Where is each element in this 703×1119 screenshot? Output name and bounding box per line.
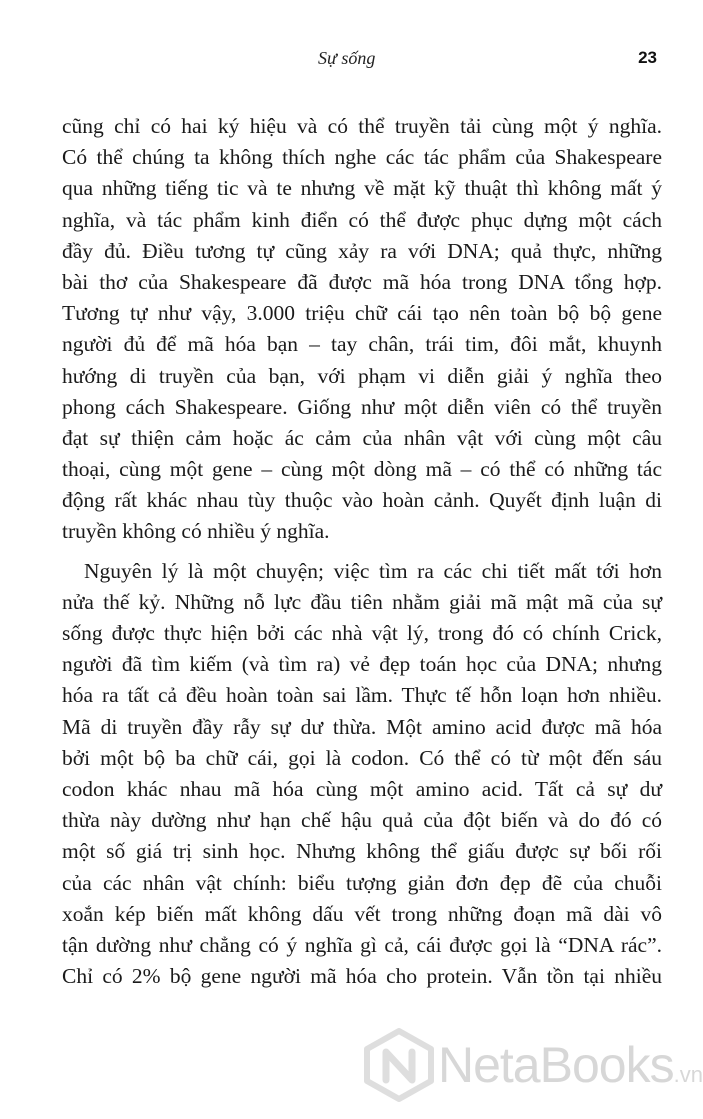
netabooks-logo-icon bbox=[362, 1028, 436, 1102]
text-line: cũng chỉ có hai ký hiệu và có thể truyền tải cùng một ý nghĩa. bbox=[62, 114, 662, 138]
watermark-brand-text: NetaBooks.vn bbox=[438, 1037, 703, 1093]
text-line: phong cách Shakespeare. Giống như một diễn viên có thể truyền bbox=[62, 394, 662, 419]
text-line: đầy đủ. Điều tương tự cũng xảy ra với DNA; quả thực, những bbox=[62, 238, 662, 263]
text-line: thoại, cùng một gene – cùng một dòng mã – có thể có những tác bbox=[62, 457, 662, 482]
body-text bbox=[62, 111, 662, 992]
running-title: Sự sống bbox=[318, 48, 376, 68]
text-line: bởi một bộ ba chữ cái, gọi là codon. Có thể có từ một đến sáu bbox=[62, 745, 662, 770]
watermark bbox=[362, 1022, 703, 1112]
text-line: truyền không có nhiều ý nghĩa. bbox=[62, 519, 330, 544]
paragraph-2 bbox=[62, 556, 662, 993]
text-line: người đủ để mã hóa bạn – tay chân, trái tim, đôi mắt, khuynh bbox=[62, 332, 662, 357]
page-number: 23 bbox=[638, 48, 657, 67]
text-line: một số giá trị sinh học. Nhưng không thể giấu được sự bối rối bbox=[62, 839, 662, 864]
text-line: Tương tự như vậy, 3.000 triệu chữ cái tạo nên toàn bộ bộ gene bbox=[62, 301, 662, 326]
text-line: đạt sự thiện cảm hoặc ác cảm của nhân vật với cùng một câu bbox=[62, 425, 662, 450]
page-header bbox=[0, 48, 700, 72]
text-line: Nguyên lý là một chuyện; việc tìm ra các chi tiết mất tới hơn bbox=[84, 558, 662, 583]
text-line: của các nhân vật chính: biểu tượng giản đơn đẹp đẽ của chuỗi bbox=[62, 870, 662, 895]
text-line: nghĩa, và tác phẩm kinh điển có thể được phục dựng một cách bbox=[62, 207, 662, 232]
paragraph-gap bbox=[62, 548, 662, 556]
text-line: sống được thực hiện bởi các nhà vật lý, trong đó có chính Crick, bbox=[62, 621, 662, 645]
text-line: codon khác nhau mã hóa cùng một amino acid. Tất cả sự dư bbox=[62, 776, 662, 801]
text-line: Có thể chúng ta không thích nghe các tác phẩm của Shakespeare bbox=[62, 145, 662, 170]
paragraph-1 bbox=[62, 111, 662, 548]
text-line: Chỉ có 2% bộ gene người mã hóa cho protein. Vẫn tồn tại nhiều bbox=[62, 964, 662, 989]
text-line: hóa ra tất cả đều hoàn toàn sai lầm. Thực tế hỗn loạn hơn nhiều. bbox=[62, 683, 662, 708]
text-line: xoắn kép biến mất không dấu vết trong những đoạn mã dài vô bbox=[62, 901, 662, 926]
text-line: người đã tìm kiếm (và tìm ra) vẻ đẹp toán học của DNA; nhưng bbox=[62, 652, 662, 677]
text-line: nửa thế kỷ. Những nỗ lực đầu tiên nhằm giải mã mật mã của sự bbox=[62, 589, 662, 614]
text-line: hướng di truyền của bạn, với phạm vi diễn giải ý nghĩa theo bbox=[62, 363, 662, 388]
text-line: qua những tiếng tic và te nhưng về mặt kỹ thuật thì không mất ý bbox=[62, 176, 662, 201]
text-line: động rất khác nhau tùy thuộc vào hoàn cảnh. Quyết định luận di bbox=[62, 488, 662, 513]
text-line: thừa này dường như hạn chế hậu quả của đột biến và do đó có bbox=[62, 808, 662, 833]
text-line: tận dường như chẳng có ý nghĩa gì cả, cái được gọi là “DNA rác”. bbox=[62, 932, 662, 957]
text-line: bài thơ của Shakespeare đã được mã hóa trong DNA tổng hợp. bbox=[62, 269, 662, 294]
text-line: Mã di truyền đầy rẫy sự dư thừa. Một amino acid được mã hóa bbox=[62, 714, 662, 739]
